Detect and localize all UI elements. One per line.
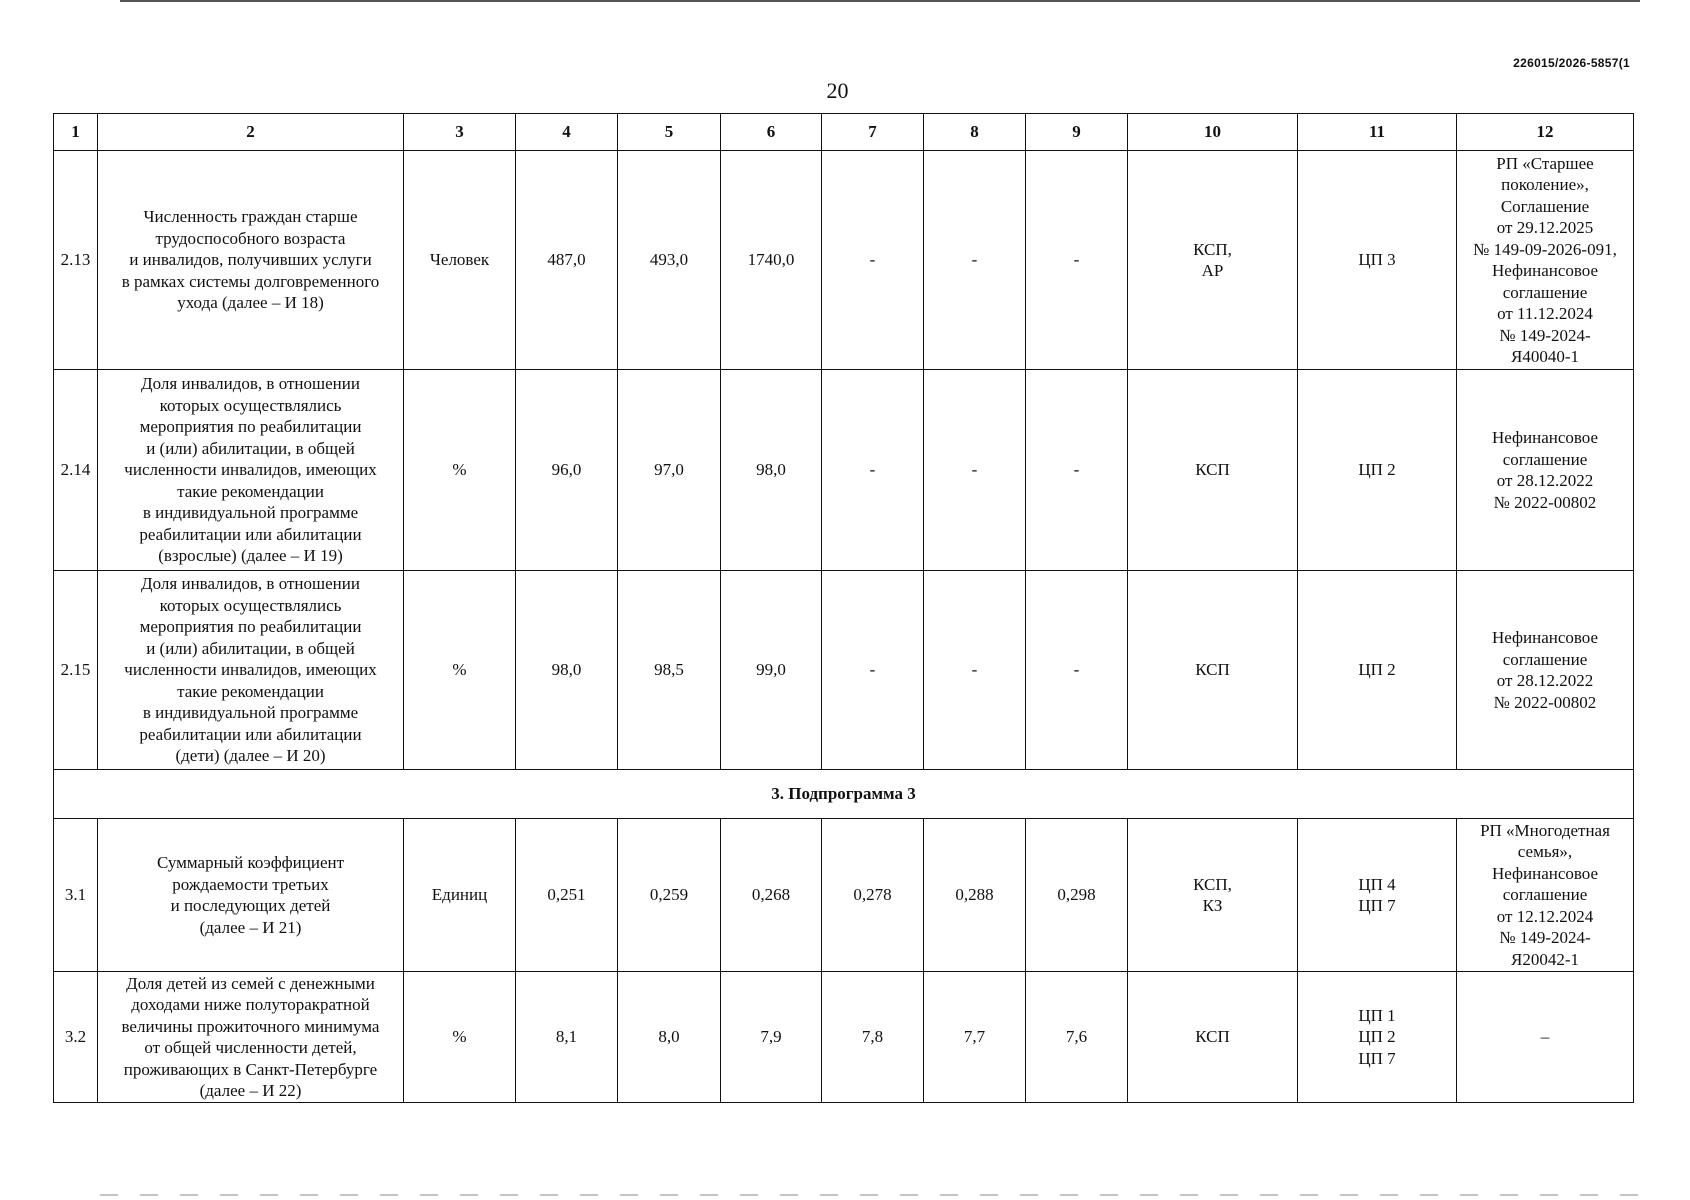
unit-cell: % bbox=[404, 571, 516, 770]
row-number: 2.14 bbox=[54, 370, 98, 571]
agreement-cell: Нефинансовое соглашение от 28.12.2022 № 2022-00802 bbox=[1457, 370, 1634, 571]
section-title: 3. Подпрограмма 3 bbox=[54, 770, 1634, 819]
value-cell: 98,5 bbox=[618, 571, 721, 770]
column-header: 1 bbox=[54, 114, 98, 151]
value-cell: - bbox=[1026, 370, 1128, 571]
responsible-cell: КСП bbox=[1128, 571, 1298, 770]
goal-indicator-cell: ЦП 1 ЦП 2 ЦП 7 bbox=[1298, 972, 1457, 1103]
row-number: 2.13 bbox=[54, 151, 98, 370]
value-cell: 0,298 bbox=[1026, 819, 1128, 972]
unit-cell: % bbox=[404, 370, 516, 571]
value-cell: 7,7 bbox=[924, 972, 1026, 1103]
table-row bbox=[54, 571, 1634, 770]
table-row bbox=[54, 819, 1634, 972]
goal-indicator-cell: ЦП 2 bbox=[1298, 571, 1457, 770]
row-number: 3.1 bbox=[54, 819, 98, 972]
column-header: 3 bbox=[404, 114, 516, 151]
scan-edge-line bbox=[120, 0, 1640, 2]
row-number: 3.2 bbox=[54, 972, 98, 1103]
value-cell: - bbox=[822, 571, 924, 770]
agreement-cell: РП «Многодетная семья», Нефинансовое соглашение от 12.12.2024 № 149-2024- Я20042-1 bbox=[1457, 819, 1634, 972]
value-cell: - bbox=[924, 151, 1026, 370]
value-cell: 98,0 bbox=[516, 571, 618, 770]
column-header: 9 bbox=[1026, 114, 1128, 151]
value-cell: 493,0 bbox=[618, 151, 721, 370]
unit-cell: Единиц bbox=[404, 819, 516, 972]
column-header: 8 bbox=[924, 114, 1026, 151]
indicators-table bbox=[53, 113, 1634, 1103]
value-cell: 7,9 bbox=[721, 972, 822, 1103]
table-row bbox=[54, 370, 1634, 571]
column-header: 12 bbox=[1457, 114, 1634, 151]
column-header: 6 bbox=[721, 114, 822, 151]
column-header: 2 bbox=[98, 114, 404, 151]
column-header: 10 bbox=[1128, 114, 1298, 151]
value-cell: - bbox=[822, 370, 924, 571]
unit-cell: % bbox=[404, 972, 516, 1103]
value-cell: - bbox=[924, 370, 1026, 571]
section-header-row bbox=[54, 770, 1634, 819]
goal-indicator-cell: ЦП 3 bbox=[1298, 151, 1457, 370]
table-row bbox=[54, 972, 1634, 1103]
value-cell: 0,268 bbox=[721, 819, 822, 972]
value-cell: 1740,0 bbox=[721, 151, 822, 370]
page-number: 20 bbox=[826, 78, 849, 103]
goal-indicator-cell: ЦП 2 bbox=[1298, 370, 1457, 571]
responsible-cell: КСП bbox=[1128, 972, 1298, 1103]
indicator-name: Суммарный коэффициент рождаемости третьих и последующих детей (далее – И 21) bbox=[98, 819, 404, 972]
indicator-name: Численность граждан старше трудоспособного возраста и инвалидов, получивших услуги в рамках системы долговременного ухода (далее – И 18) bbox=[98, 151, 404, 370]
value-cell: 8,1 bbox=[516, 972, 618, 1103]
value-cell: 0,259 bbox=[618, 819, 721, 972]
indicator-name: Доля инвалидов, в отношении которых осуществлялись мероприятия по реабилитации и (или) абилитации, в общей численности инвалидов, имеющих такие рекомендации в индивидуальной программе реабилитации или абилитации (дети) (далее – И 20) bbox=[98, 571, 404, 770]
value-cell: 0,278 bbox=[822, 819, 924, 972]
agreement-cell: Нефинансовое соглашение от 28.12.2022 № 2022-00802 bbox=[1457, 571, 1634, 770]
document-id: 226015/2026-5857(1 bbox=[1513, 56, 1630, 70]
responsible-cell: КСП, АР bbox=[1128, 151, 1298, 370]
table-row bbox=[54, 151, 1634, 370]
responsible-cell: КСП bbox=[1128, 370, 1298, 571]
column-header: 7 bbox=[822, 114, 924, 151]
value-cell: 0,251 bbox=[516, 819, 618, 972]
column-header: 5 bbox=[618, 114, 721, 151]
value-cell: - bbox=[1026, 151, 1128, 370]
agreement-cell: РП «Старшее поколение», Соглашение от 29.12.2025 № 149-09-2026-091, Нефинансовое соглашение от 11.12.2024 № 149-2024- Я40040-1 bbox=[1457, 151, 1634, 370]
scan-noise-line bbox=[100, 1194, 1660, 1196]
value-cell: - bbox=[924, 571, 1026, 770]
indicator-name: Доля детей из семей с денежными доходами ниже полуторакратной величины прожиточного минимума от общей численности детей, проживающих в Санкт-Петербурге (далее – И 22) bbox=[98, 972, 404, 1103]
unit-cell: Человек bbox=[404, 151, 516, 370]
goal-indicator-cell: ЦП 4 ЦП 7 bbox=[1298, 819, 1457, 972]
value-cell: 7,8 bbox=[822, 972, 924, 1103]
value-cell: 97,0 bbox=[618, 370, 721, 571]
value-cell: 7,6 bbox=[1026, 972, 1128, 1103]
value-cell: 487,0 bbox=[516, 151, 618, 370]
column-header: 11 bbox=[1298, 114, 1457, 151]
value-cell: - bbox=[822, 151, 924, 370]
value-cell: 8,0 bbox=[618, 972, 721, 1103]
value-cell: 99,0 bbox=[721, 571, 822, 770]
agreement-cell: – bbox=[1457, 972, 1634, 1103]
column-header: 4 bbox=[516, 114, 618, 151]
value-cell: 96,0 bbox=[516, 370, 618, 571]
row-number: 2.15 bbox=[54, 571, 98, 770]
responsible-cell: КСП, КЗ bbox=[1128, 819, 1298, 972]
indicator-name: Доля инвалидов, в отношении которых осуществлялись мероприятия по реабилитации и (или) абилитации, в общей численности инвалидов, имеющих такие рекомендации в индивидуальной программе реабилитации или абилитации (взрослые) (далее – И 19) bbox=[98, 370, 404, 571]
value-cell: 0,288 bbox=[924, 819, 1026, 972]
value-cell: - bbox=[1026, 571, 1128, 770]
value-cell: 98,0 bbox=[721, 370, 822, 571]
table-header-row bbox=[54, 114, 1634, 151]
